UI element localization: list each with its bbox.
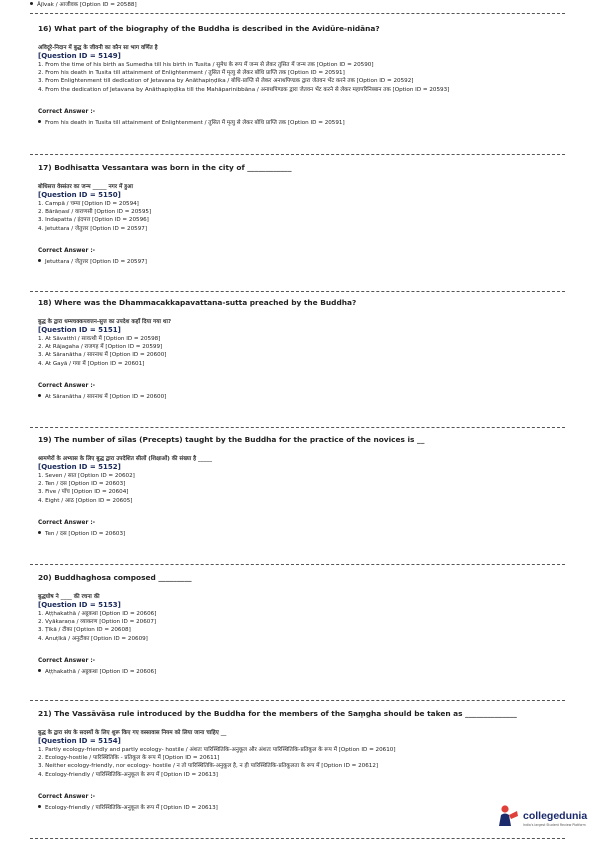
divider [30, 838, 565, 839]
option: 2. Ten / दस [Option ID = 20603] [38, 481, 126, 488]
correct-answer-label: Correct Answer :- [38, 519, 96, 526]
option: 3. Neither ecology-friendly, nor ecology- hostile / न तो पारिस्थितिकि-अनुकूल है, न ही पारिस्थितिकि-प्रतिकूलता के रूप में [Option ID = 20612] [38, 763, 379, 770]
correct-answer: From his death in Tusita till attainment of Enlightenment / तुसित में मृत्यु से लेकर बोधि प्राप्ति तक [Option ID = 20591] [38, 119, 565, 127]
question-hindi: बोधिसत्त वेस्संतर का जन्म _____ नगर में हुआ [38, 184, 133, 190]
question-id: [Question ID = 5152] [38, 463, 121, 471]
option: 1. Aṭṭhakathā / अट्ठकथा [Option ID = 20606] [38, 611, 157, 617]
option: 3. At Sāranātha / सारनाथ में [Option ID = 20600] [38, 352, 167, 359]
student-icon [497, 804, 519, 828]
divider [30, 154, 565, 155]
option: 2. At Rājagaha / राजगह में [Option ID = 20599] [38, 344, 163, 351]
option: 1. At Sāvatthī / सावत्थी में [Option ID = 20598] [38, 336, 161, 342]
question-id: [Question ID = 5149] [38, 52, 121, 60]
logo-name: collegedunia [523, 810, 588, 822]
bullet-icon [30, 2, 33, 5]
question-id: [Question ID = 5154] [38, 737, 121, 745]
bullet-icon [38, 394, 41, 397]
question-16 [38, 24, 565, 127]
question-hindi: बुद्धघोष ने ____ की रचना की [38, 594, 100, 600]
option: 3. Indapatta / इंदपत्त [Option ID = 20596] [38, 217, 149, 224]
question-hindi: अविदूरे-निदान में बुद्ध के जीवनी का कौन सा भाग वर्णित है [38, 45, 158, 51]
question-title: 21) The Vassāvāsa rule introduced by the Buddha for the members of the Saṃgha should be taken as ______________ [38, 709, 517, 718]
divider [30, 13, 565, 14]
collegedunia-logo [497, 801, 592, 835]
option: 4. Ecology-friendly / पारिस्थितिकि-अनुकूल के रूप में [Option ID = 20613] [38, 771, 218, 778]
logo-tagline: India's largest Student Review Platform [523, 823, 586, 827]
question-id: [Question ID = 5151] [38, 326, 121, 334]
bullet-icon [38, 259, 41, 262]
question-title: 16) What part of the biography of the Buddha is described in the Avidūre-nidāna? [38, 24, 380, 33]
correct-answer-label: Correct Answer :- [38, 657, 96, 664]
question-title: 17) Bodhisatta Vessantara was born in the city of ____________ [38, 163, 292, 172]
option: 2. Bārāṇasī / वाराणसी [Option ID = 20595] [38, 209, 152, 216]
option: 1. Seven / सात [Option ID = 20602] [38, 473, 135, 479]
option: 4. Anuṭīkā / अनुटीका [Option ID = 20609] [38, 635, 148, 642]
question-title: 19) The number of sīlas (Precepts) taught by the Buddha for the practice of the novices is __ [38, 435, 425, 444]
option: 3. Ṭīkā / टीका [Option ID = 20608] [38, 627, 131, 634]
previous-answer: Ājīvak / आजीवक [Option ID = 20588] [30, 1, 137, 9]
question-hindi: बुद्ध के द्वारा संघ के सदस्यों के लिए शुरू किए गए वस्सावास नियम को लिया जाना चाहिए __ [38, 730, 227, 736]
correct-answer: Ten / दस [Option ID = 20603] [38, 530, 565, 538]
correct-answer: Aṭṭhakathā / अट्ठकथा [Option ID = 20606] [38, 668, 565, 676]
question-18 [38, 298, 565, 401]
bullet-icon [38, 805, 41, 808]
question-title: 18) Where was the Dhammacakkapavattana-sutta preached by the Buddha? [38, 298, 357, 307]
question-20 [38, 573, 565, 676]
question-hindi: बुद्ध के द्वारा धम्मचक्कपवत्तन-सुत्त का उपदेश कहाँ दिया गया था? [38, 319, 172, 325]
option: 4. Eight / आठ [Option ID = 20605] [38, 497, 133, 504]
correct-answer: Ecology-friendly / पारिस्थितिकि-अनुकूल के रूप में [Option ID = 20613] [38, 804, 565, 812]
question-21 [38, 709, 565, 812]
option: 2. From his death in Tusita till attainment of Enlightenment / तुसित में मृत्यु से लेकर बोधि प्राप्ति तक [Option ID = 20591] [38, 70, 345, 77]
question-19 [38, 435, 565, 538]
option: 1. Campā / चम्पा [Option ID = 20594] [38, 201, 139, 207]
bullet-icon [38, 120, 41, 123]
option: 4. Jetuttara / जेतुत्तर [Option ID = 20597] [38, 225, 148, 232]
divider [30, 291, 565, 292]
correct-answer: At Sāranātha / सारनाथ में [Option ID = 20600] [38, 393, 565, 401]
option: 4. From the dedication of Jetavana by Anāthapiṇḍika till the Mahāparinibbāna / अनाथपिण्डक द्वारा जेतवन भेंट करने से लेकर महापरिनिब्बान तक [Option ID = 20593] [38, 86, 450, 93]
option: 3. Five / पाँच [Option ID = 20604] [38, 489, 129, 496]
correct-answer-label: Correct Answer :- [38, 247, 96, 254]
bullet-icon [38, 531, 41, 534]
question-hindi: श्रामणेरों के अभ्यास के लिए बुद्ध द्वारा उपदेशित सीलों (शिक्षाओं) की संख्या है _____ [38, 456, 213, 462]
option: 4. At Gayā / गया में [Option ID = 20601] [38, 360, 145, 367]
bullet-icon [38, 669, 41, 672]
correct-answer-label: Correct Answer :- [38, 793, 96, 800]
option: 2. Ecology-hostile / पारिस्थितिकि - प्रतिकूल के रूप में [Option ID = 20611] [38, 755, 220, 762]
question-id: [Question ID = 5150] [38, 191, 121, 199]
question-id: [Question ID = 5153] [38, 601, 121, 609]
correct-answer: Jetuttara / जेतुत्तर [Option ID = 20597] [38, 258, 565, 266]
option: 2. Vyākaraṇa / व्याकरण [Option ID = 20607] [38, 619, 157, 626]
option: 3. From Enlightenment till dedication of Jetavana by Anāthapiṇḍika / बोधि-प्राप्ति से लेकर अनाथपिण्डक द्वारा जेतवन भेंट करने तक [Option ID = 20592] [38, 78, 414, 85]
divider [30, 700, 565, 701]
divider [30, 564, 565, 565]
correct-answer-label: Correct Answer :- [38, 382, 96, 389]
divider [30, 427, 565, 428]
option: 1. From the time of his birth as Sumedha till his birth in Tusita / सुमेध के रूप में जन्म से लेकर तुसित में जन्म तक [Option ID = 20590] [38, 62, 374, 68]
question-title: 20) Buddhaghosa composed _________ [38, 573, 192, 582]
correct-answer-label: Correct Answer :- [38, 108, 96, 115]
option: 1. Partly ecology-friendly and partly ecology- hostile / अंशतः पारिस्थितिकि-अनुकूल और अंशतः पारिस्थितिकि-प्रतिकूल के रूप में [Option ID = 20610] [38, 747, 396, 753]
question-17 [38, 163, 565, 266]
